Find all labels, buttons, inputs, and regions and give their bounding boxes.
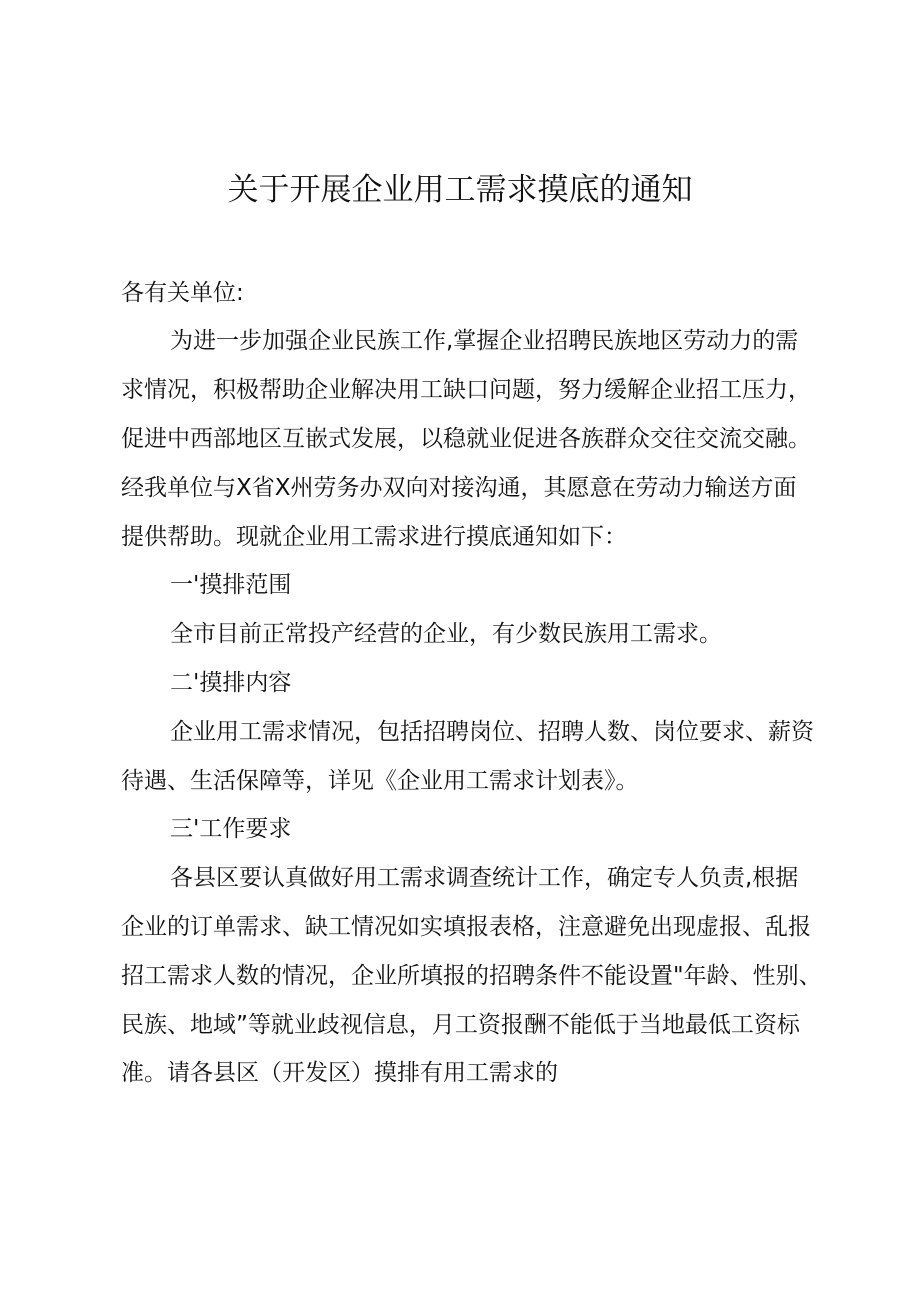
body-line: 促进中西部地区互嵌式发展，以稳就业促进各族群众交往交流交融。 — [121, 426, 811, 452]
document-title: 关于开展企业用工需求摸底的通知 — [227, 172, 693, 208]
body-line: 准。请各县区（开发区）摸排有用工需求的 — [121, 1060, 558, 1086]
salutation-line: 各有关单位: — [121, 280, 244, 306]
body-line: 企业用工需求情况，包括招聘岗位、招聘人数、岗位要求、薪资 — [170, 719, 814, 745]
section-heading-content: 二'摸排内容 — [170, 670, 292, 696]
body-line: 招工需求人数的情况，企业所填报的招聘条件不能设置"年龄、性别、 — [121, 963, 822, 989]
section-heading-scope: 一'摸排范围 — [170, 572, 292, 598]
body-line: 经我单位与X省X州劳务办双向对接沟通，其愿意在劳动力输送方面 — [121, 475, 797, 501]
body-line: 待遇、生活保障等，详见《企业用工需求计划表》。 — [121, 768, 639, 794]
body-line: 为进一步加强企业民族工作,掌握企业招聘民族地区劳动力的需 — [170, 328, 799, 354]
body-line: 提供帮助。现就企业用工需求进行摸底通知如下： — [121, 524, 627, 550]
section-heading-requirements: 三'工作要求 — [170, 816, 292, 842]
body-line: 企业的订单需求、缺工情况如实填报表格，注意避免出现虚报、乱报 — [121, 914, 811, 940]
body-line: 全市目前正常投产经营的企业，有少数民族用工需求。 — [170, 621, 722, 647]
body-line: 求情况，积极帮助企业解决用工缺口问题，努力缓解企业招工压力， — [121, 377, 811, 403]
body-line: 民族、地域”等就业歧视信息，月工资报酬不能低于当地最低工资标 — [121, 1012, 800, 1038]
body-line: 各县区要认真做好用工需求调查统计工作，确定专人负责,根据 — [170, 865, 799, 891]
